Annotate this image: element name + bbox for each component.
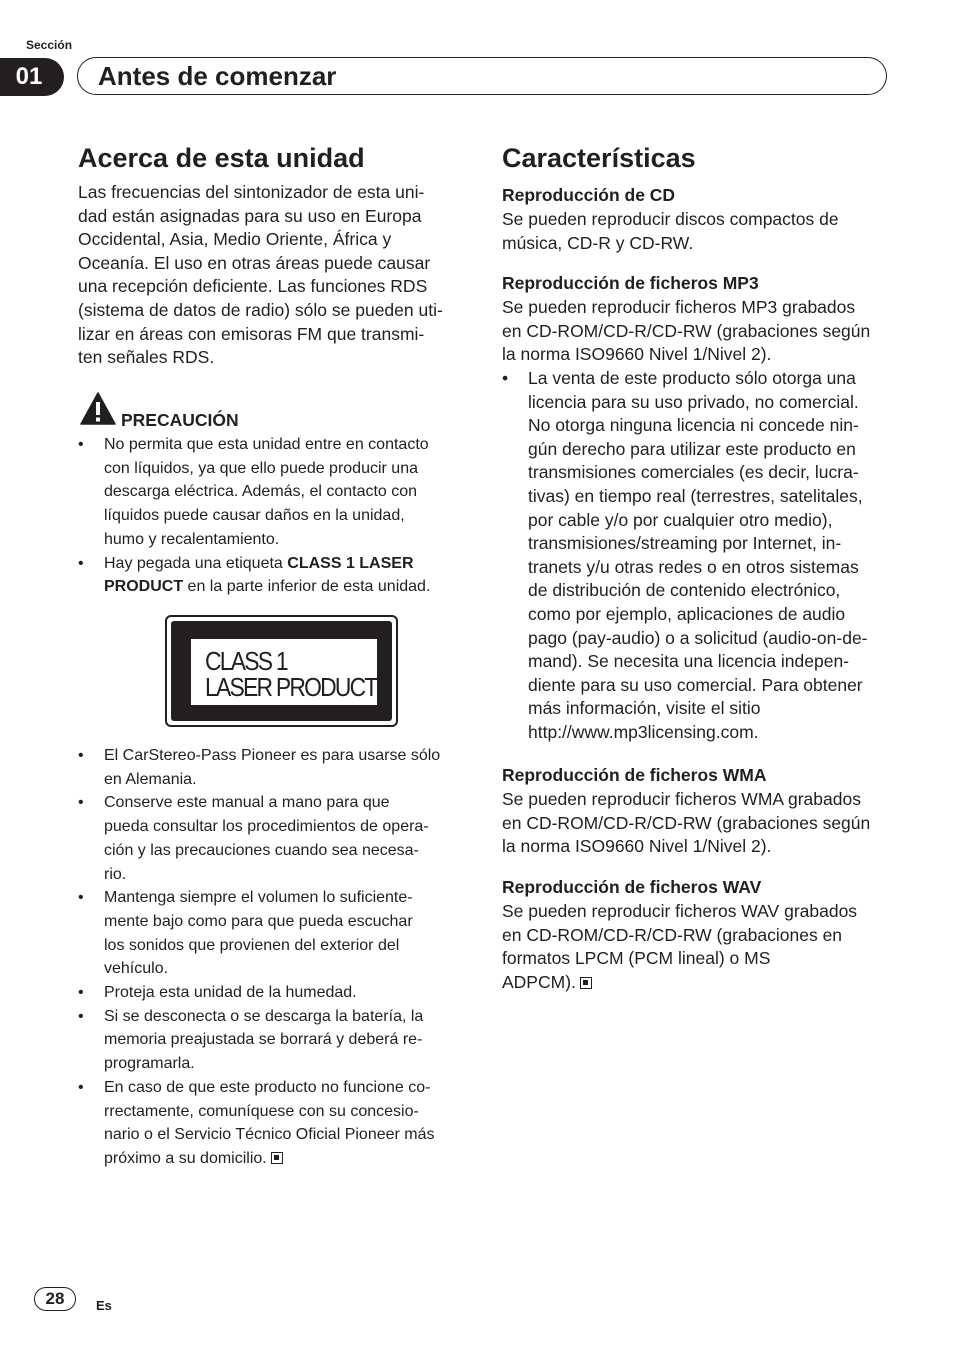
bullet-line: tivas) en tiempo real (terrestres, satelitales, [528,485,863,506]
intro-paragraph [78,181,443,370]
label-line: LASER PRODUCT [205,672,377,702]
section-heading: Reproducción de ficheros WMA [502,765,767,785]
bullet-line: gún derecho para utilizar este producto en [528,438,856,459]
body-line: música, CD-R y CD-RW. [502,232,694,253]
section-heading: Reproducción de ficheros MP3 [502,273,759,293]
list-item [78,1076,440,1171]
right-heading: Características [502,143,696,173]
bullet-line: Mantenga siempre el volumen lo suficiente- [104,889,413,907]
body-line: la norma ISO9660 Nivel 1/Nivel 2). [502,836,772,857]
section-title: Antes de comenzar [98,61,337,91]
section-body [502,900,857,994]
bullet: • [78,554,84,572]
list-item [78,981,440,1005]
bullet-line: los sonidos que provienen del exterior del [104,936,400,954]
bullet-line: más información, visite el sitio [528,698,761,719]
bullet: • [502,368,509,388]
bullet-line: por cable y/o por cualquier otro medio), [528,509,833,530]
caution-title: PRECAUCIÓN [121,410,239,430]
label-panel [191,639,377,705]
body-line [502,971,857,995]
bullet-line: transmisiones/streaming por Internet, in- [528,533,842,554]
intro-line: Oceanía. El uso en otras áreas puede causar [78,252,431,273]
intro-line: ten señales RDS. [78,347,215,368]
bullet-line: diente para su uso comercial. Para obtener [528,674,863,695]
bullet-line: La venta de este producto sólo otorga una [528,368,856,388]
list-item [78,886,440,981]
bullet-line: como por ejemplo, aplicaciones de audio [528,603,846,624]
bullet-line: rrectamente, comuníquese con su concesio- [104,1102,419,1120]
bullet-line: No permita que esta unidad entre en contacto [104,436,429,453]
section-body [502,296,870,367]
bullet-line: líquidos puede causar daños en la unidad, [104,507,405,525]
mp3-license-list [502,367,868,745]
body-line: formatos LPCM (PCM lineal) o MS [502,948,771,969]
bullet-line: tranets y/u otras redes o en otros sistemas [528,556,859,577]
bullet-line: Proteja esta unidad de la humedad. [104,984,357,1002]
bullet-line: mente bajo como para que pueda escuchar [104,912,413,930]
label-bullet-bold: CLASS 1 LASER [287,554,414,572]
body-line: en CD-ROM/CD-R/CD-RW (grabaciones según [502,320,871,341]
body-line: Se pueden reproducir ficheros WAV grabados [502,901,858,921]
bullet-line: en Alemania. [104,770,197,788]
section-heading: Reproducción de ficheros WAV [502,877,762,897]
bullet-line-text: próximo a su domicilio. [104,1149,267,1167]
bullet: • [78,794,84,812]
bullet-line: descarga eléctrica. Además, el contacto con [104,483,418,501]
bullet-line: humo y recalentamiento. [104,530,280,548]
intro-line: dad están asignadas para su uso en Europa [78,205,422,226]
body-line: Se pueden reproducir discos compactos de [502,209,839,229]
bullet-line: rio. [104,865,127,883]
section-label: Sección [26,38,73,52]
label-line: CLASS 1 [205,646,287,676]
body-line: en CD-ROM/CD-R/CD-RW (grabaciones según [502,812,871,833]
bullet-line: programarla. [104,1055,195,1073]
bullet-line: pago (pay-audio) o a solicitud (audio-on-de- [528,627,868,648]
body-line: la norma ISO9660 Nivel 1/Nivel 2). [502,344,772,365]
label-bullet-text: en la parte inferior de esta unidad. [183,578,431,596]
bullet: • [78,1078,84,1096]
bullet: • [78,984,84,1002]
bullet-line: memoria preajustada se borrará y deberá re- [104,1031,423,1049]
body-line: en CD-ROM/CD-R/CD-RW (grabaciones en [502,924,843,945]
intro-line: una recepción deficiente. Las funciones RDS [78,276,428,297]
label-frame [171,621,392,721]
warning-icon [80,392,116,425]
intro-line: Occidental, Asia, Medio Oriente, África y [78,229,392,250]
page-number: 28 [34,1287,76,1311]
bullet-line: transmisiones comerciales (es decir, lucra- [528,462,859,483]
body-line: Se pueden reproducir ficheros WMA grabados [502,789,861,809]
bullet: • [78,889,84,907]
intro-line: (sistema de datos de radio) sólo se pueden uti- [78,299,443,320]
caution-list [78,433,430,599]
bullet-line: pueda consultar los procedimientos de opera- [104,818,429,836]
bullet-line: Si se desconecta o se descarga la batería, la [104,1007,424,1025]
bullet: • [78,1007,84,1025]
end-mark-icon [271,1152,283,1164]
bullet-line [104,552,430,576]
label-bullet-text: Hay pegada una etiqueta [104,554,288,572]
bullet: • [78,436,84,453]
bullet-line: con líquidos, ya que ello puede producir una [104,459,418,477]
list-item [78,744,440,791]
bullet-line: El CarStereo-Pass Pioneer es para usarse sólo [104,747,441,764]
language-code: Es [96,1298,112,1313]
bullet-line: mand). Se necesita una licencia indepen- [528,651,850,672]
bullet-line: No otorga ninguna licencia ni concede nin- [528,415,859,436]
bullet-line [104,1147,440,1171]
left-heading: Acerca de esta unidad [78,143,365,173]
bullet: • [78,747,84,764]
bullet-line: ción y las precauciones cuando sea necesa- [104,841,419,859]
body-line: Se pueden reproducir ficheros MP3 grabados [502,297,856,317]
bullet-line: http://www.mp3licensing.com. [528,721,759,742]
bullet-line: Conserve este manual a mano para que [104,794,390,812]
section-heading: Reproducción de CD [502,185,676,205]
list-item [78,791,440,886]
section-number-tab: 01 [0,58,64,96]
bullet-line: vehículo. [104,960,169,978]
list-item [78,433,430,552]
bullet-line: nario o el Servicio Técnico Oficial Pioneer más [104,1126,435,1144]
label-bullet-bold: PRODUCT [104,578,184,596]
laser-product-label [165,615,398,727]
intro-line: Las frecuencias del sintonizador de esta uni- [78,182,425,202]
bullet-line: licencia para su uso privado, no comercial. [528,391,859,412]
list-item [78,552,430,599]
bullet-line: de distribución de contenido electrónico, [528,580,841,601]
section-body [502,208,839,255]
notes-list [78,744,440,1171]
section-body [502,788,870,859]
bullet-line: En caso de que este producto no funcione co- [104,1078,431,1096]
bullet-line [104,575,430,599]
body-line-text: ADPCM). [502,971,576,992]
intro-line: lizar en áreas con emisoras FM que transmi- [78,323,425,344]
list-item [78,1005,440,1076]
list-item [502,367,868,745]
end-mark-icon [580,977,592,989]
